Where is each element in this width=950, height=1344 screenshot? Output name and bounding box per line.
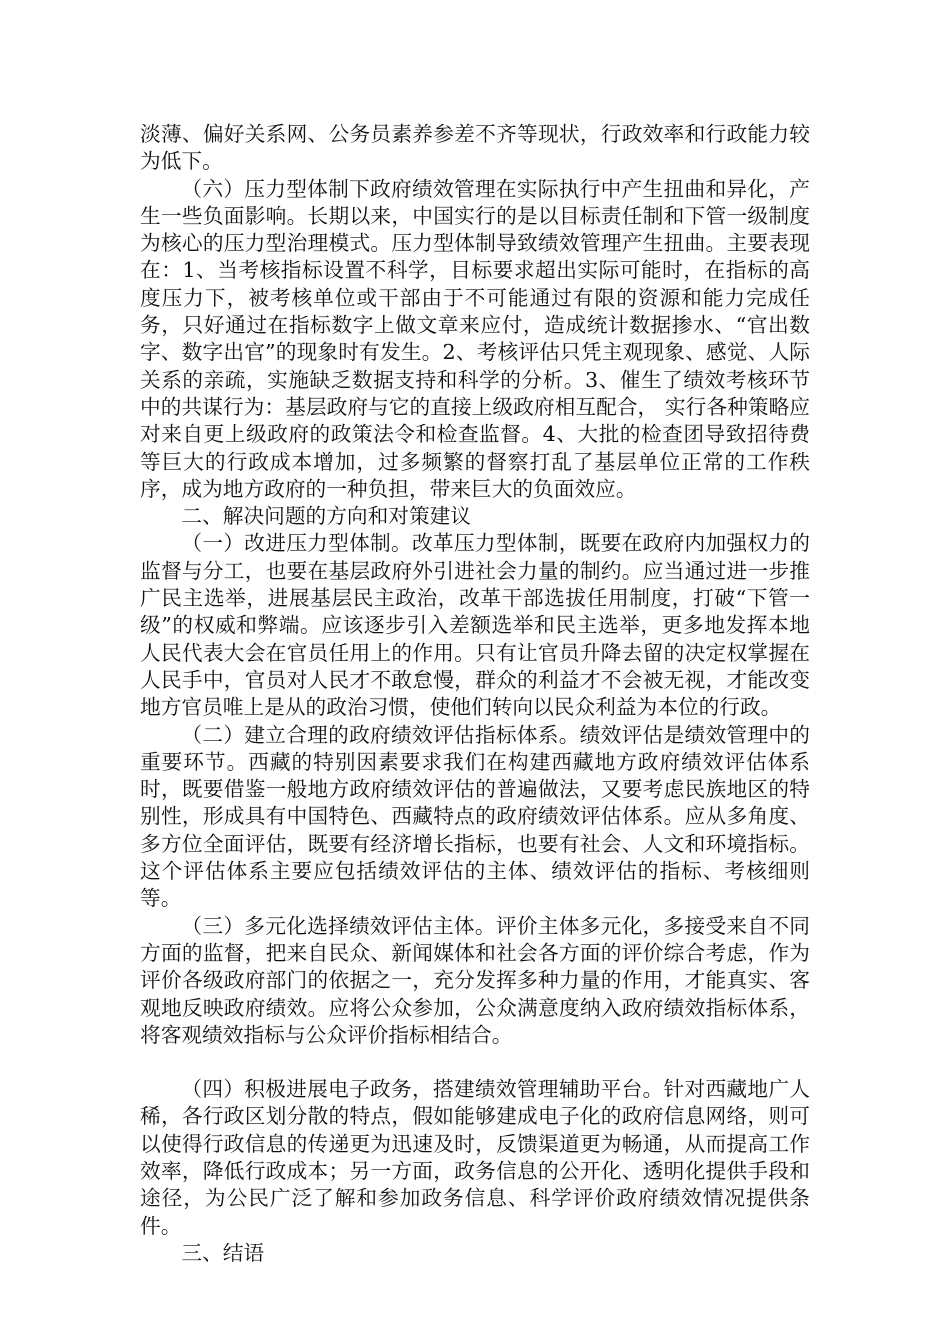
- section-heading-two: 二、解决问题的方向和对策建议: [181, 504, 472, 529]
- paragraph-spacer: [140, 1049, 810, 1076]
- paragraph-item-three: （三）多元化选择绩效评估主体。评价主体多元化，多接受来自不同方面的监督，把来自民众、新闻媒体和社会各方面的评价综合考虑，作为评价各级政府部门的依据之一，充分发挥多种力量的作用，才能真实、客观地反映政府绩效。应将公众参加，公众满意度纳入政府绩效指标体系，将客观绩效指标与公众评价指标相结合。: [140, 913, 810, 1047]
- paragraph-continuation: 淡薄、偏好关系网、公务员素养参差不齐等现状，行政效率和行政能力较为低下。: [140, 122, 810, 174]
- paragraph-item-two: （二）建立合理的政府绩效评估指标体系。绩效评估是绩效管理中的重要环节。西藏的特别因素要求我们在构建西藏地方政府绩效评估体系时，既要借鉴一般地方政府绩效评估的普遍做法，又要考虑民族地区的特别性，形成具有中国特色、西藏特点的政府绩效评估体系。应从多角度、多方位全面评估，既要有经济增长指标，也要有社会、人文和环境指标。这个评估体系主要应包括绩效评估的主体、绩效评估的指标、考核细则等。: [140, 722, 810, 911]
- document-body: [140, 121, 810, 1267]
- paragraph-item-one: （一）改进压力型体制。改革压力型体制，既要在政府内加强权力的监督与分工，也要在基层政府外引进社会力量的制约。应当通过进一步推广民主选举，进展基层民主政治，改革干部选拔任用制度，打破“下管一级”的权威和弊端。应该逐步引入差额选举和民主选举，更多地发挥本地人民代表大会在官员任用上的作用。只有让官员升降去留的决定权掌握在人民手中，官员对人民才不敢怠慢，群众的利益才不会被无视，才能改变地方官员唯上是从的政治习惯，使他们转向以民众利益为本位的行政。: [140, 531, 810, 720]
- paragraph-item-four: （四）积极进展电子政务，搭建绩效管理辅助平台。针对西藏地广人稀，各行政区划分散的特点，假如能够建成电子化的政府信息网络，则可以使得行政信息的传递更为迅速及时，反馈渠道更为畅通，从而提高工作效率，降低行政成本；另一方面，政务信息的公开化、透明化提供手段和途径，为公民广泛了解和参加政务信息、科学评价政府绩效情况提供条件。: [140, 1077, 810, 1238]
- section-heading-three: 三、结语: [181, 1240, 265, 1265]
- paragraph-item-six: （六）压力型体制下政府绩效管理在实际执行中产生扭曲和异化，产生一些负面影响。长期以来，中国实行的是以目标责任制和下管一级制度为核心的压力型治理模式。压力型体制导致绩效管理产生扭曲。主要表现在：1、当考核指标设置不科学，目标要求超出实际可能时，在指标的高度压力下，被考核单位或干部由于不可能通过有限的资源和能力完成任务，只好通过在指标数字上做文章来应付，造成统计数据掺水、“官出数字、数字出官”的现象时有发生。2、考核评估只凭主观现象、感觉、人际关系的亲疏，实施缺乏数据支持和科学的分析。3、催生了绩效考核环节中的共谋行为：基层政府与它的直接上级政府相互配合， 实行各种策略应对来自更上级政府的政策法令和检查监督。4、大批的检查团导致招待费等巨大的行政成本增加，过多频繁的督察打乱了基层单位正常的工作秩序，成为地方政府的一种负担，带来巨大的负面效应。: [140, 176, 810, 501]
